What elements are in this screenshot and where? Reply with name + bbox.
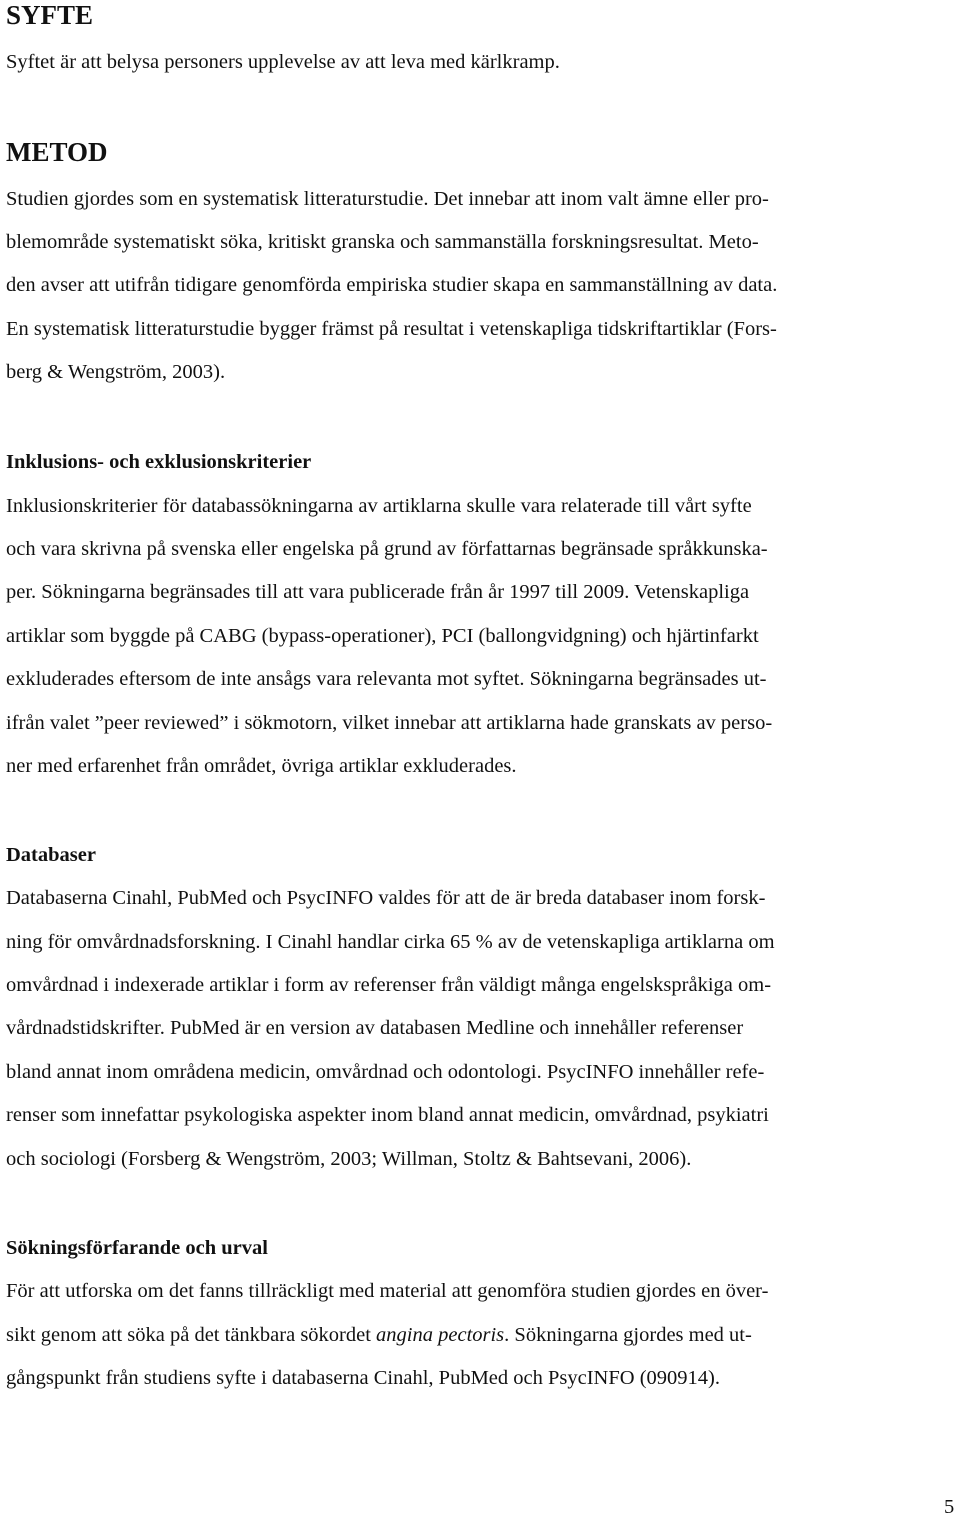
databaser-line-6: renser som innefattar psykologiska aspekter inom bland annat medicin, omvårdnad, psykiatri [6,1104,769,1126]
metod-line-1: Studien gjordes som en systematisk litteraturstudie. Det innebar att inom valt ämne eller pro- [6,188,769,210]
heading-metod: METOD [6,137,108,167]
inklusion-line-2: och vara skrivna på svenska eller engelska på grund av författarnas begränsade språkkunska- [6,538,768,560]
heading-databaser: Databaser [6,844,96,866]
databaser-line-2: ning för omvårdnadsforskning. I Cinahl handlar cirka 65 % av de vetenskapliga artiklarna om [6,931,775,953]
sokning-line-3: gångspunkt från studiens syfte i databaserna Cinahl, PubMed och PsycINFO (090914). [6,1367,720,1389]
databaser-line-4: vårdnadstidskrifter. PubMed är en version av databasen Medline och innehåller referenser [6,1017,744,1039]
inklusion-line-7: ner med erfarenhet från området, övriga artiklar exkluderades. [6,755,517,777]
metod-line-3: den avser att utifrån tidigare genomförda empiriska studier skapa en sammanställning av data. [6,274,778,296]
inklusion-line-5: exkluderades eftersom de inte ansågs vara relevanta mot syftet. Sökningarna begränsades ut- [6,668,767,690]
sokning-line-2-after: . Sökningarna gjordes med ut- [504,1324,752,1346]
databaser-line-7: och sociologi (Forsberg & Wengström, 2003; Willman, Stoltz & Bahtsevani, 2006). [6,1148,692,1170]
heading-sokning: Sökningsförfarande och urval [6,1237,268,1259]
search-term-italic: angina pectoris [376,1324,505,1346]
syfte-line-1: Syftet är att belysa personers upplevelse av att leva med kärlkramp. [6,51,560,73]
databaser-line-5: bland annat inom områdena medicin, omvårdnad och odontologi. PsycINFO innehåller refe- [6,1061,765,1083]
heading-syfte: SYFTE [6,0,94,30]
sokning-line-1: För att utforska om det fanns tillräckligt med material att genomföra studien gjordes en över- [6,1280,769,1302]
inklusion-line-6: ifrån valet ”peer reviewed” i sökmotorn, vilket innebar att artiklarna hade granskats av perso- [6,712,773,734]
databaser-line-1: Databaserna Cinahl, PubMed och PsycINFO valdes för att de är breda databaser inom forsk- [6,887,766,909]
metod-line-2: blemområde systematiskt söka, kritiskt granska och sammanställa forskningsresultat. Meto- [6,231,759,253]
inklusion-line-4: artiklar som byggde på CABG (bypass-operationer), PCI (ballongvidgning) och hjärtinfarkt [6,625,759,647]
page-number: 5 [944,1496,955,1518]
sokning-line-2-before: sikt genom att söka på det tänkbara sökordet [6,1324,377,1346]
heading-inklusion: Inklusions- och exklusionskriterier [6,451,312,473]
sokning-line-2 [6,1322,752,1348]
inklusion-line-1: Inklusionskriterier för databassökningarna av artiklarna skulle vara relaterade till vårt syfte [6,495,752,517]
inklusion-line-3: per. Sökningarna begränsades till att vara publicerade från år 1997 till 2009. Vetenskapliga [6,581,750,603]
metod-line-4: En systematisk litteraturstudie bygger främst på resultat i vetenskapliga tidskriftartiklar (Fors- [6,318,777,340]
databaser-line-3: omvårdnad i indexerade artiklar i form av referenser från väldigt många engelskspråkiga om- [6,974,772,996]
metod-line-5: berg & Wengström, 2003). [6,361,226,383]
